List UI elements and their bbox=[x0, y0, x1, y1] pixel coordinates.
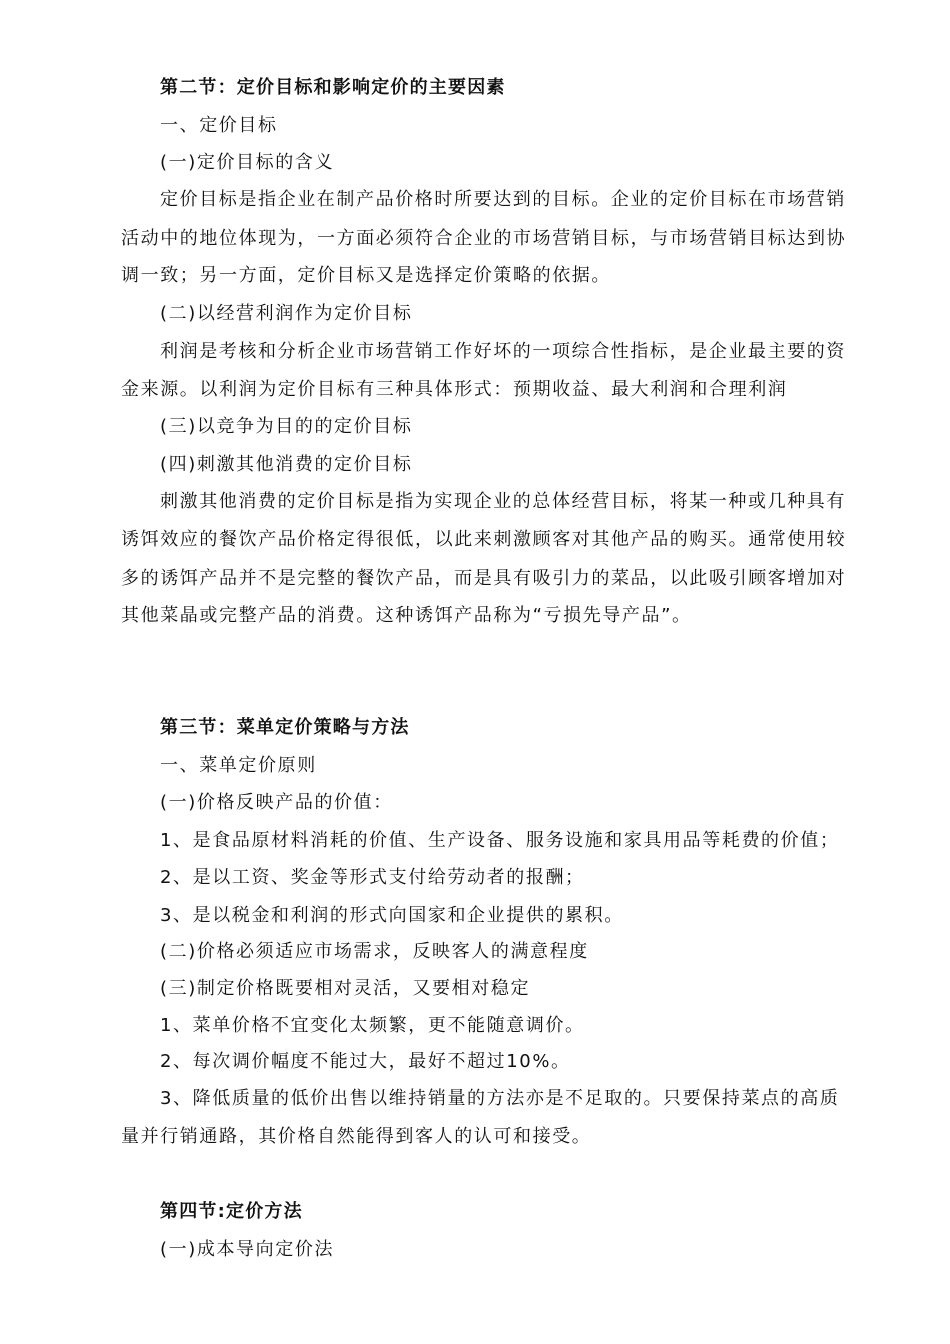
section-2-subheading-1: 一、定价目标 bbox=[160, 115, 278, 136]
section-3-item-4: 1、菜单价格不宜变化太频繁，更不能随意调价。 bbox=[160, 1015, 585, 1036]
section-3-item-1: 1、是食品原材料消耗的价值、生产设备、服务设施和家具用品等耗费的价值； bbox=[160, 830, 840, 851]
section-2-paragraph-2-line-1: 利润是考核和分析企业市场营销工作好坏的一项综合性指标，是企业最主要的资 bbox=[160, 341, 846, 362]
section-2-paragraph-3-line-1: 刺激其他消费的定价目标是指为实现企业的总体经营目标，将某一种或几种具有 bbox=[160, 491, 846, 512]
section-3-point-3-title: (三)制定价格既要相对灵活，又要相对稳定 bbox=[160, 978, 531, 999]
section-2-paragraph-1-line-1: 定价目标是指企业在制产品价格时所要达到的目标。企业的定价目标在市场营销 bbox=[160, 189, 846, 210]
section-2-paragraph-1-line-2: 活动中的地位体现为，一方面必须符合企业的市场营销目标，与市场营销目标达到协 bbox=[121, 228, 847, 249]
section-3-item-3: 3、是以税金和利润的形式向国家和企业提供的累积。 bbox=[160, 905, 624, 926]
section-2-point-4-title: (四)刺激其他消费的定价目标 bbox=[160, 454, 413, 475]
section-3-heading: 第三节：菜单定价策略与方法 bbox=[160, 717, 410, 738]
section-2-point-3-title: (三)以竞争为目的的定价目标 bbox=[160, 416, 413, 437]
section-2-paragraph-3-line-3: 多的诱饵产品并不是完整的餐饮产品，而是具有吸引力的菜品，以此吸引顾客增加对 bbox=[121, 568, 847, 589]
section-4-heading: 第四节:定价方法 bbox=[160, 1201, 303, 1222]
section-2-paragraph-2-line-2: 金来源。以利润为定价目标有三种具体形式：预期收益、最大利润和合理利润 bbox=[121, 379, 788, 400]
section-3-item-6-line-2: 量并行销通路，其价格自然能得到客人的认可和接受。 bbox=[121, 1126, 592, 1147]
section-2-paragraph-1-line-3: 调一致；另一方面，定价目标又是选择定价策略的依据。 bbox=[121, 265, 611, 286]
section-2-point-1-title: (一)定价目标的含义 bbox=[160, 152, 335, 173]
section-3-item-2: 2、是以工资、奖金等形式支付给劳动者的报酬； bbox=[160, 867, 585, 888]
section-3-point-1-title: (一)价格反映产品的价值： bbox=[160, 792, 393, 813]
section-3-item-5: 2、每次调价幅度不能过大，最好不超过10%。 bbox=[160, 1051, 571, 1072]
section-3-subheading-1: 一、菜单定价原则 bbox=[160, 755, 317, 776]
section-4-point-1-title: (一)成本导向定价法 bbox=[160, 1239, 335, 1260]
section-2-point-2-title: (二)以经营利润作为定价目标 bbox=[160, 303, 413, 324]
section-2-paragraph-3-line-4: 其他菜晶或完整产品的消费。这种诱饵产品称为“亏损先导产品”。 bbox=[121, 605, 692, 626]
section-2-heading: 第二节：定价目标和影响定价的主要因素 bbox=[160, 77, 506, 98]
section-3-point-2-title: (二)价格必须适应市场需求，反映客人的满意程度 bbox=[160, 941, 589, 962]
section-2-paragraph-3-line-2: 诱饵效应的餐饮产品价格定得很低，以此来刺激顾客对其他产品的购买。通常使用较 bbox=[121, 529, 847, 550]
section-3-item-6-line-1: 3、降低质量的低价出售以维持销量的方法亦是不足取的。只要保持菜点的高质 bbox=[160, 1088, 840, 1109]
